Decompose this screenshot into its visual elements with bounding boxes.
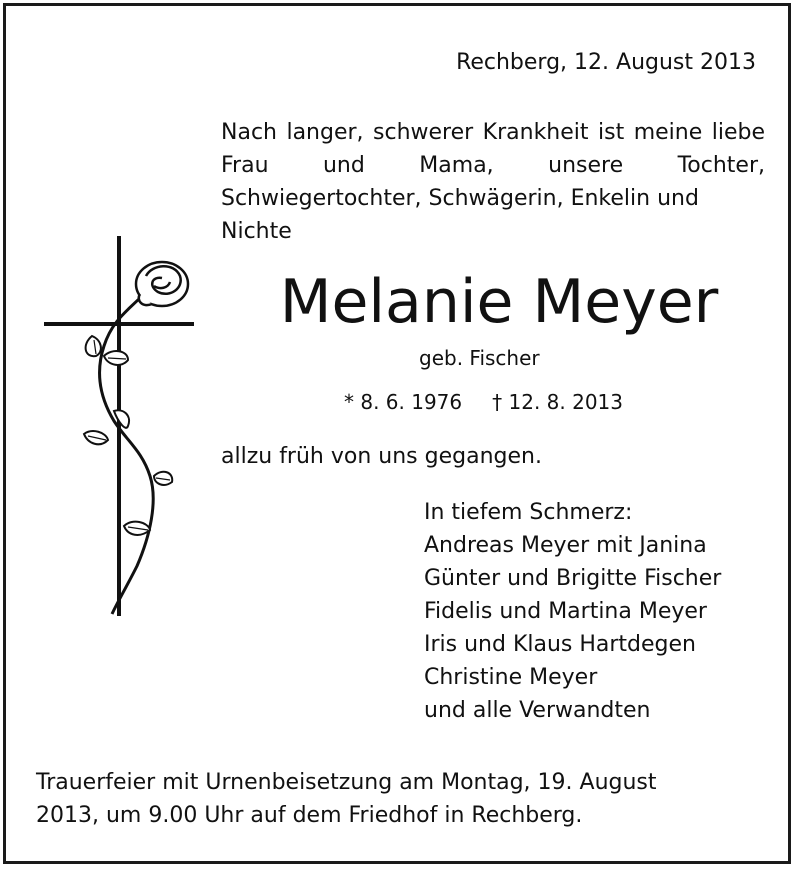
mourners-heading: In tiefem Schmerz: — [424, 500, 633, 525]
mourner-line: und alle Verwandten — [424, 698, 651, 723]
mourner-line: Christine Meyer — [424, 665, 598, 690]
intro-text-body: Nach langer, schwerer Krankheit ist meine liebe Frau und Mama, unsere Tochter, Schwiegertochter, Schwägerin, Enkelin und — [221, 120, 765, 211]
passing-note: allzu früh von uns gegangen. — [221, 444, 542, 469]
mourner-line: Iris und Klaus Hartdegen — [424, 632, 697, 657]
intro-text — [221, 116, 765, 215]
funeral-info-last-line: 2013, um 9.00 Uhr auf dem Friedhof in Rechberg. — [36, 803, 583, 828]
cross-with-rose-icon — [42, 236, 202, 621]
place-and-date: Rechberg, 12. August 2013 — [456, 50, 756, 75]
funeral-info — [36, 766, 765, 799]
funeral-info-body: Trauerfeier mit Urnenbeisetzung am Montag, 19. August — [36, 770, 657, 795]
mourner-line: Fidelis und Martina Meyer — [424, 599, 707, 624]
death-date: † 12. 8. 2013 — [492, 390, 623, 414]
mourners-list — [424, 496, 721, 727]
maiden-name: geb. Fischer — [419, 346, 540, 370]
mourner-line: Günter und Brigitte Fischer — [424, 566, 722, 591]
obituary-notice — [3, 3, 791, 864]
intro-text-last-line: Nichte — [221, 219, 292, 244]
deceased-name: Melanie Meyer — [279, 267, 719, 337]
mourner-line: Andreas Meyer mit Janina — [424, 533, 707, 558]
birth-date: * 8. 6. 1976 — [344, 390, 463, 414]
life-dates — [344, 390, 623, 414]
